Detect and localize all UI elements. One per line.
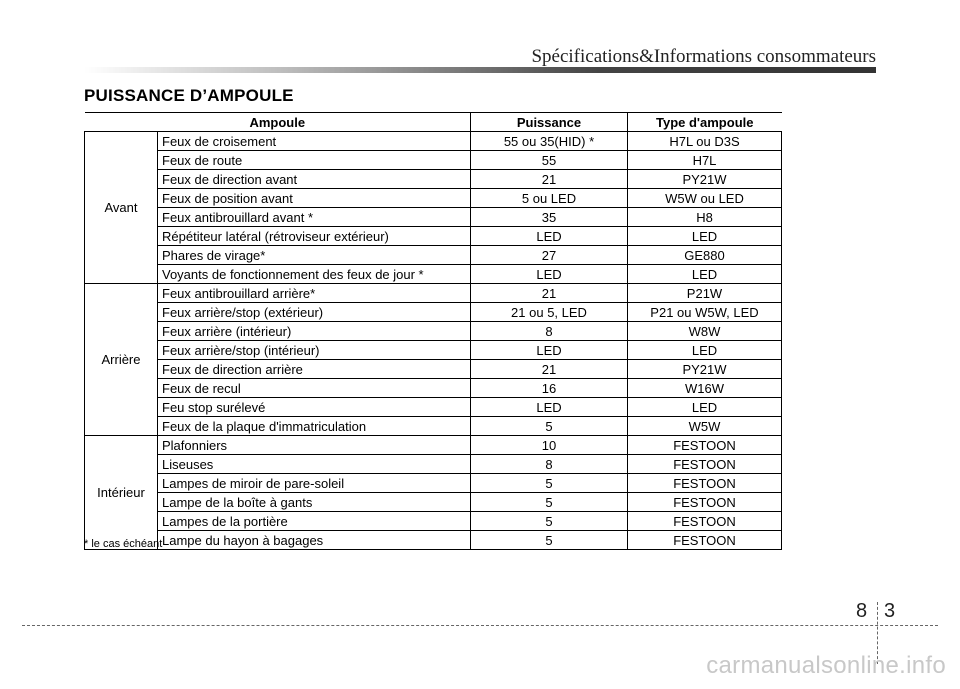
bulb-name: Feux de la plaque d'immatriculation: [158, 417, 471, 436]
footnote: * le cas échéant: [84, 538, 163, 550]
table-row: [85, 360, 782, 379]
bulb-type: H7L: [628, 151, 782, 170]
bulb-table: [84, 112, 782, 550]
table-row: [85, 436, 782, 455]
bulb-type: H8: [628, 208, 782, 227]
bulb-name: Liseuses: [158, 455, 471, 474]
bulb-name: Phares de virage*: [158, 246, 471, 265]
bulb-power: 35: [471, 208, 628, 227]
table-row: [85, 284, 782, 303]
bulb-name: Répétiteur latéral (rétroviseur extérieur): [158, 227, 471, 246]
bulb-power: 21 ou 5, LED: [471, 303, 628, 322]
bulb-name: Feu stop surélevé: [158, 398, 471, 417]
bulb-power: 5 ou LED: [471, 189, 628, 208]
bulb-power: 5: [471, 493, 628, 512]
bulb-power: 55 ou 35(HID) *: [471, 132, 628, 151]
bulb-name: Feux de position avant: [158, 189, 471, 208]
group-label: Avant: [85, 132, 158, 284]
bulb-type: FESTOON: [628, 512, 782, 531]
bulb-power: LED: [471, 265, 628, 284]
table-body: [85, 132, 782, 550]
header-type: Type d'ampoule: [628, 113, 782, 132]
bulb-power: 27: [471, 246, 628, 265]
table-row: [85, 227, 782, 246]
table-row: [85, 512, 782, 531]
bulb-type: LED: [628, 398, 782, 417]
bulb-name: Feux arrière (intérieur): [158, 322, 471, 341]
table-row: [85, 455, 782, 474]
table-row: [85, 246, 782, 265]
table-row: [85, 265, 782, 284]
bulb-type: P21 ou W5W, LED: [628, 303, 782, 322]
table-row: [85, 531, 782, 550]
bulb-name: Feux de direction avant: [158, 170, 471, 189]
bulb-type: FESTOON: [628, 493, 782, 512]
table-row: [85, 208, 782, 227]
group-label: Intérieur: [85, 436, 158, 550]
bulb-name: Feux de recul: [158, 379, 471, 398]
table-row: [85, 303, 782, 322]
bulb-type: LED: [628, 265, 782, 284]
bulb-name: Lampes de la portière: [158, 512, 471, 531]
table-row: [85, 474, 782, 493]
bulb-name: Lampe du hayon à bagages: [158, 531, 471, 550]
bulb-power: 21: [471, 170, 628, 189]
bulb-type: PY21W: [628, 360, 782, 379]
table-row: [85, 189, 782, 208]
watermark: carmanualsonline.info: [706, 652, 946, 679]
bulb-type: GE880: [628, 246, 782, 265]
bulb-power: 10: [471, 436, 628, 455]
bulb-type: PY21W: [628, 170, 782, 189]
bulb-power: 5: [471, 417, 628, 436]
bulb-name: Voyants de fonctionnement des feux de jour *: [158, 265, 471, 284]
bulb-power: 5: [471, 512, 628, 531]
bulb-power: 5: [471, 474, 628, 493]
bulb-power: 21: [471, 360, 628, 379]
bulb-type: FESTOON: [628, 455, 782, 474]
table-row: [85, 322, 782, 341]
table-row: [85, 417, 782, 436]
bulb-type: W5W: [628, 417, 782, 436]
bulb-name: Lampes de miroir de pare-soleil: [158, 474, 471, 493]
section-title: PUISSANCE D’AMPOULE: [84, 86, 294, 105]
bulb-type: LED: [628, 341, 782, 360]
bulb-power: LED: [471, 227, 628, 246]
table-row: [85, 132, 782, 151]
bulb-type: W16W: [628, 379, 782, 398]
bulb-type: FESTOON: [628, 531, 782, 550]
bulb-name: Feux de route: [158, 151, 471, 170]
bulb-power: 8: [471, 322, 628, 341]
bulb-type: FESTOON: [628, 436, 782, 455]
table-row: [85, 151, 782, 170]
header-ampoule: Ampoule: [85, 113, 471, 132]
bulb-type: H7L ou D3S: [628, 132, 782, 151]
bulb-name: Feux antibrouillard arrière*: [158, 284, 471, 303]
bulb-name: Feux antibrouillard avant *: [158, 208, 471, 227]
table-row: [85, 493, 782, 512]
bulb-name: Feux arrière/stop (extérieur): [158, 303, 471, 322]
bulb-power: LED: [471, 341, 628, 360]
bulb-type: FESTOON: [628, 474, 782, 493]
bulb-name: Plafonniers: [158, 436, 471, 455]
page-number: 3: [884, 600, 896, 622]
bulb-power: 21: [471, 284, 628, 303]
bulb-power: 5: [471, 531, 628, 550]
bulb-type: W5W ou LED: [628, 189, 782, 208]
page-chapter: 8: [856, 600, 868, 622]
bulb-power: 55: [471, 151, 628, 170]
bulb-power: LED: [471, 398, 628, 417]
table-row: [85, 170, 782, 189]
table-row: [85, 379, 782, 398]
header-title: Spécifications&Informations consommateurs: [531, 46, 876, 67]
footer-dashed-line: [22, 625, 938, 626]
table-row: [85, 398, 782, 417]
bulb-name: Feux arrière/stop (intérieur): [158, 341, 471, 360]
table-header-row: [85, 113, 782, 132]
bulb-type: LED: [628, 227, 782, 246]
bulb-power: 8: [471, 455, 628, 474]
table-row: [85, 341, 782, 360]
bulb-name: Feux de direction arrière: [158, 360, 471, 379]
bulb-name: Feux de croisement: [158, 132, 471, 151]
bulb-type: W8W: [628, 322, 782, 341]
group-label: Arrière: [85, 284, 158, 436]
header-rule: [84, 67, 876, 73]
bulb-power: 16: [471, 379, 628, 398]
bulb-type: P21W: [628, 284, 782, 303]
header-puissance: Puissance: [471, 113, 628, 132]
bulb-name: Lampe de la boîte à gants: [158, 493, 471, 512]
